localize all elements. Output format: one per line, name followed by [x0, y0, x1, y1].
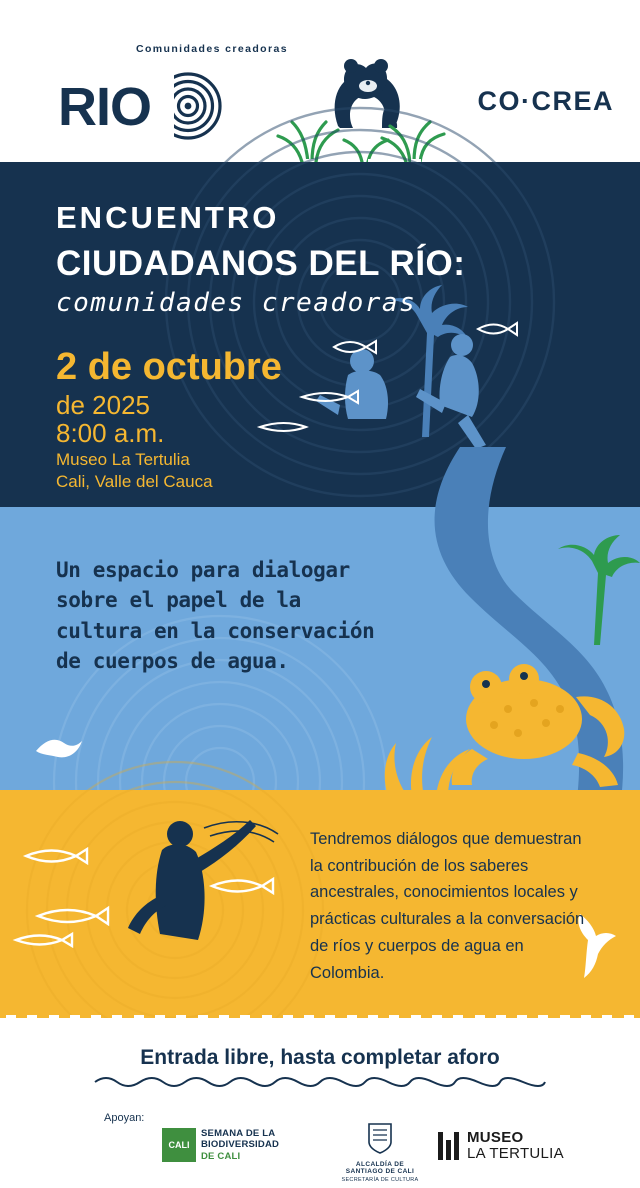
palm-decor	[548, 535, 640, 645]
description-text: Tendremos diálogos que demuestran la contribución de los saberes ancestrales, conocimientos locales y prácticas culturales a la conversación de ríos y cuerpos de agua en Colombia.	[310, 830, 585, 982]
wave-divider	[95, 1074, 545, 1090]
quote-text: Un espacio para dialogar sobre el papel de la cultura en la conservación de cuerpos de agua.	[56, 558, 375, 674]
alcaldia-line3: SECRETARÍA DE CULTURA	[341, 1177, 419, 1183]
event-date-year: de 2025	[56, 390, 150, 420]
museo-bars-icon	[438, 1132, 459, 1160]
semana-line1: SEMANA DE LA	[201, 1128, 276, 1140]
coral-illustration	[368, 707, 478, 797]
rio-arc-text: Comunidades creadoras	[136, 43, 288, 55]
event-time: 8:00 a.m.	[56, 418, 165, 448]
rio-logo-text: RIO	[58, 77, 152, 137]
museo-line1: MUSEO	[467, 1129, 524, 1146]
kicker-encuentro: ENCUENTRO	[56, 200, 280, 235]
event-venue: Museo La Tertulia	[56, 450, 190, 469]
entrance-note: Entrada libre, hasta completar aforo	[140, 1046, 500, 1069]
sponsor-alcaldia-cali	[330, 1122, 430, 1183]
event-city: Cali, Valle del Cauca	[56, 472, 213, 491]
page-title: CIUDADANOS DEL RÍO:	[56, 244, 466, 283]
fish-icon	[200, 862, 310, 912]
sponsor-museo-la-tertulia	[438, 1130, 564, 1162]
apoyan-label: Apoyan:	[104, 1112, 145, 1124]
museo-line2: LA TERTULIA	[467, 1144, 564, 1162]
cocrea-logo: CO·CREA	[477, 86, 614, 116]
description-section	[0, 790, 640, 1018]
alcaldia-line1: ALCALDÍA DE	[355, 1161, 405, 1168]
sponsor-semana-biodiversidad	[162, 1128, 279, 1162]
poster-footer	[0, 1018, 640, 1188]
quote-section	[0, 507, 640, 790]
shield-icon	[367, 1122, 393, 1154]
sponsor-logos	[150, 1114, 570, 1183]
event-date-day: 2 de octubre	[56, 346, 282, 388]
bird-icon	[34, 729, 84, 769]
page-subtitle: comunidades creadoras	[56, 288, 417, 318]
alcaldia-line2: SANTIAGO DE CALI	[345, 1168, 415, 1175]
semana-line2: BIODIVERSIDAD	[201, 1139, 280, 1151]
fish-group-icon	[12, 838, 162, 958]
cali-mark: CALI	[162, 1128, 196, 1162]
semana-line3: DE CALI	[201, 1150, 241, 1162]
